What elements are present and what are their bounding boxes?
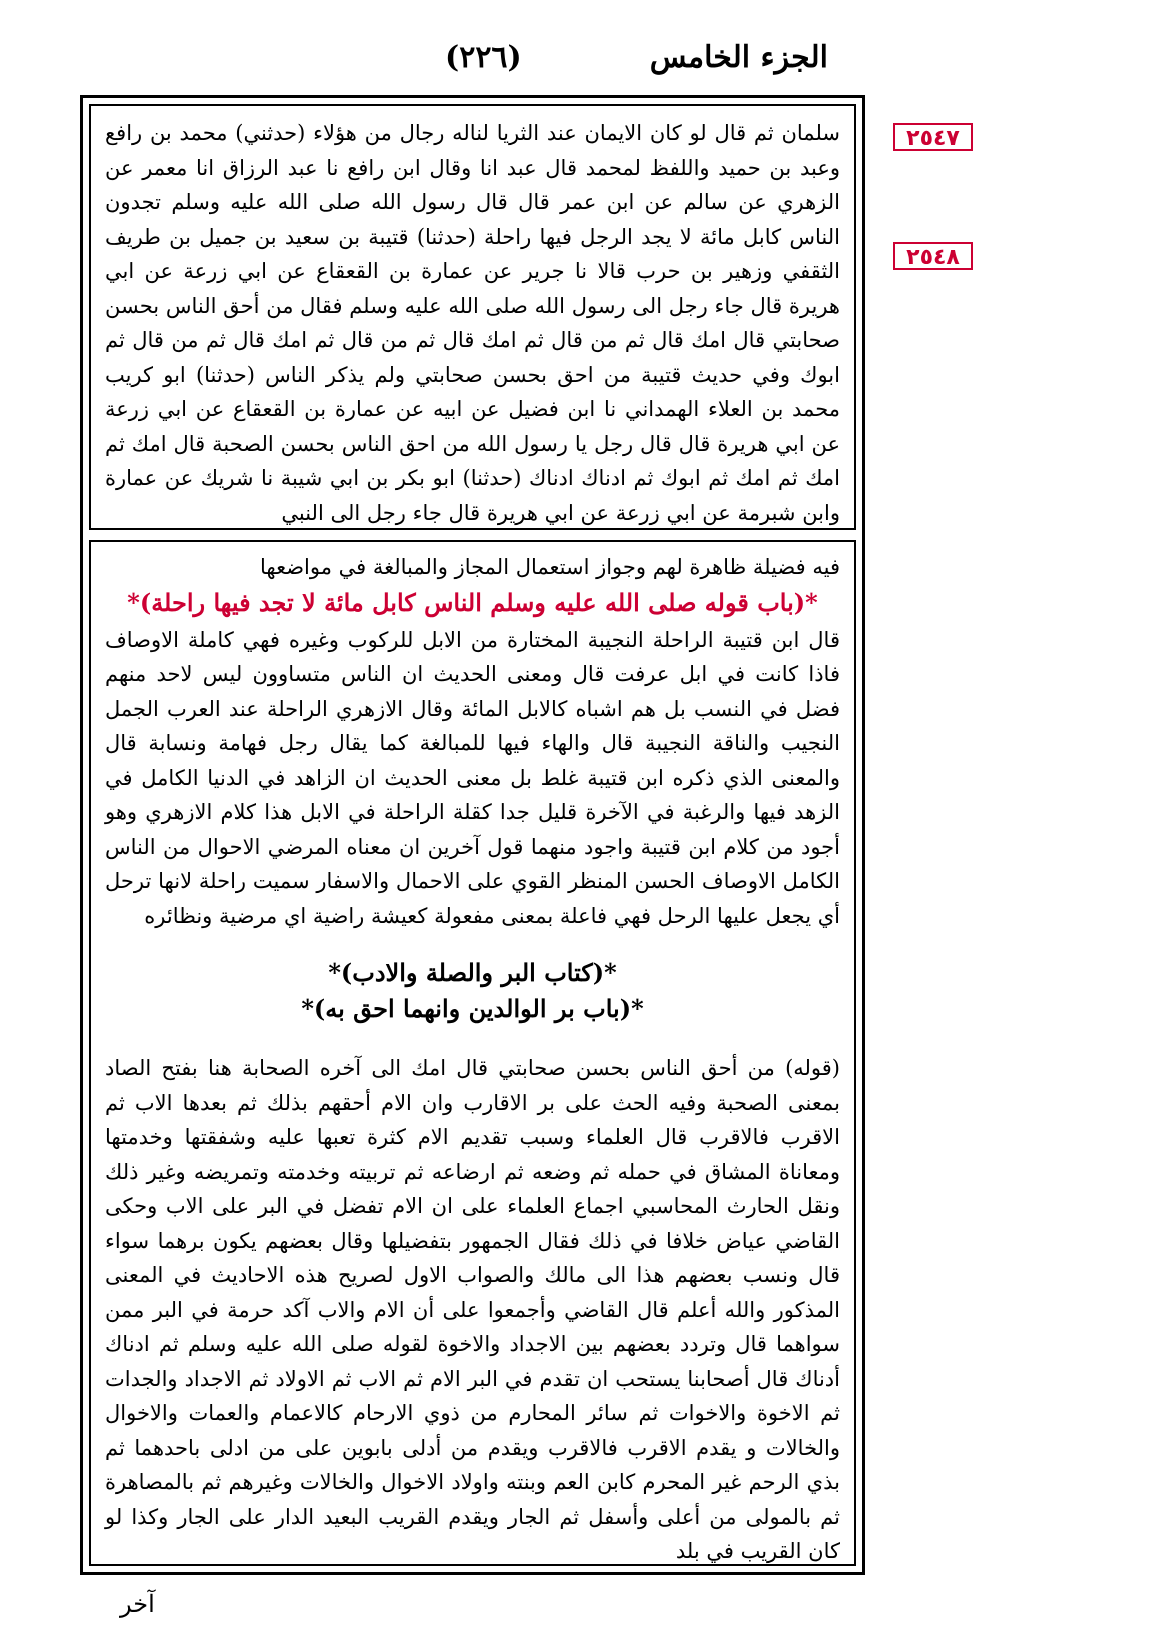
page-number: (٢٢٦) bbox=[445, 40, 522, 75]
commentary-box bbox=[89, 540, 856, 1566]
commentary-paragraph: (قوله) من أحق الناس بحسن صحابتي قال امك الى آخره الصحابة هنا بفتح الصاد بمعنى الصحبة وفيه الحث على بر الاقارب وان الام أحقهم بذلك ثم بعدها الاب ثم الاقرب فالاقرب قال العلماء وسبب تقديم الام كثرة تعبها عليه وشفقتها وخدمتها ومعاناة المشاق في حمله ثم وضعه ثم ارضاعه ثم تربيته وخدمته وتمريضه وغير ذلك ونقل الحارث المحاسبي اجماع العلماء على ان الام تفضل في البر على الاب وحكى القاضي عياض خلافا في ذلك فقال الجمهور بتفضيلها وقال بعضهم يكون برهما سواء قال ونسب بعضهم هذا الى مالك والصواب الاول لصريح هذه الاحاديث في المعنى المذكور والله أعلم قال القاضي وأجمعوا على أن الام والاب آكد حرمة في البر ممن سواهما قال وتردد بعضهم بين الاجداد والاخوة لقوله صلى الله عليه وسلم ثم ادناك أدناك قال أصحابنا يستحب ان تقدم في البر الام ثم الاب ثم الاولاد ثم الاجداد والجدات ثم الاخوة والاخوات ثم سائر المحارم من ذوي الارحام كالاعمام والعمات والاخوال والخالات و يقدم الاقرب فالاقرب ويقدم من أدلى بابوين على من ادلى باحدهما ثم بذي الرحم غير المحرم كابن العم وبنته واولاد الاخوال والخالات وغيرهم ثم بالمصاهرة ثم بالمولى من أعلى وأسفل ثم الجار ويقدم القريب البعيد الدار على الجار وكذا لو كان القريب في بلد bbox=[105, 1056, 840, 1563]
bab-heading: *(باب قوله صلى الله عليه وسلم الناس كابل مائة لا تجد فيها راحلة)* bbox=[127, 587, 818, 617]
bab-heading: *(باب بر الوالدين وانهما احق به)* bbox=[301, 994, 644, 1023]
hadith-text-box bbox=[89, 104, 856, 530]
hadith-number-badge: ٢٥٤٨ bbox=[893, 242, 973, 270]
catchword: آخر bbox=[120, 1590, 155, 1618]
kitab-heading: *(كتاب البر والصلة والادب)* bbox=[328, 958, 617, 987]
page-frame bbox=[80, 95, 865, 1575]
hadith-number-badge: ٢٥٤٧ bbox=[893, 123, 973, 151]
commentary-intro: فيه فضيلة ظاهرة لهم وجواز استعمال المجاز والمبالغة في مواضعها bbox=[259, 555, 840, 579]
part-title: الجزء الخامس bbox=[649, 40, 828, 75]
hadith-text: سلمان ثم قال لو كان الايمان عند الثريا لناله رجال من هؤلاء (حدثني) محمد بن رافع وعبد بن حميد واللفظ لمحمد قال عبد انا وقال ابن رافع نا عبد الرزاق انا معمر عن الزهري عن سالم عن ابن عمر قال قال رسول الله صلى الله عليه وسلم تجدون الناس كابل مائة لا يجد الرجل فيها راحلة (حدثنا) قتيبة بن سعيد بن جميل بن طريف الثقفي وزهير بن حرب قالا نا جرير عن عمارة بن القعقاع عن ابي زرعة عن ابي هريرة قال جاء رجل الى رسول الله صلى الله عليه وسلم فقال من أحق الناس بحسن صحابتي قال امك قال ثم من قال ثم امك قال ثم من قال ثم امك قال ثم من قال ثم ابوك وفي حديث قتيبة من احق بحسن صحابتي ولم يذكر الناس (حدثنا) ابو كريب محمد بن العلاء الهمداني نا ابن فضيل عن ابيه عن عمارة بن القعقاع عن ابي زرعة عن ابي هريرة قال قال رجل يا رسول الله من احق الناس بحسن الصحبة قال امك ثم امك ثم امك ثم ابوك ثم ادناك ادناك (حدثنا) ابو بكر بن ابي شيبة نا شريك عن عمارة وابن شبرمة عن ابي زرعة عن ابي هريرة قال جاء رجل الى النبي bbox=[105, 121, 840, 525]
commentary-paragraph: قال ابن قتيبة الراحلة النجيبة المختارة من الابل للركوب وغيره فهي كاملة الاوصاف فاذا كانت في ابل عرفت قال ومعنى الحديث ان الناس متساوون ليس لاحد منهم فضل في النسب بل هم اشباه كالابل المائة وقال الازهري الراحلة عند العرب الجمل النجيب والناقة النجيبة قال والهاء فيها للمبالغة كما يقال رجل فهامة ونسابة قال والمعنى الذي ذكره ابن قتيبة غلط بل معنى الحديث ان الزاهد في الدنيا الكامل في الزهد فيها والرغبة في الآخرة قليل جدا كقلة الراحلة في الابل هذا كلام الازهري وهو أجود من كلام ابن قتيبة واجود منهما قول آخرين ان معناه المرضي الاحوال من الناس الكامل الاوصاف الحسن المنظر القوي على الاحمال والاسفار سميت راحلة لانها ترحل أي يجعل عليها الرحل فهي فاعلة بمعنى مفعولة كعيشة راضية اي مرضية ونظائره bbox=[105, 627, 840, 928]
